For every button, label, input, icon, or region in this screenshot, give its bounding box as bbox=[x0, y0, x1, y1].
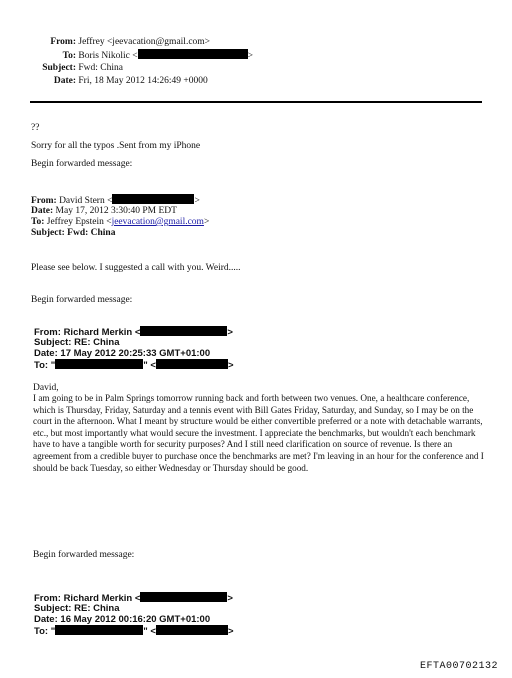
stern-from: From: David Stern < > bbox=[31, 196, 200, 206]
redaction-bar bbox=[138, 49, 248, 59]
stern-to: To: Jeffrey Epstein <jeevacation@gmail.com> bbox=[31, 217, 210, 227]
forwarded-label: Begin forwarded message: bbox=[31, 295, 133, 305]
question-marks: ?? bbox=[31, 123, 40, 133]
merkin2-from: From: Richard Merkin < > bbox=[34, 593, 233, 604]
merkin2-date: Date: 16 May 2012 00:16:20 GMT+01:00 bbox=[34, 614, 211, 625]
header-date: Date: Fri, 18 May 2012 14:26:49 +0000 bbox=[53, 76, 208, 86]
typos-note: Sorry for all the typos .Sent from my iPhone bbox=[31, 141, 201, 151]
merkin1-from: From: Richard Merkin < > bbox=[34, 327, 233, 338]
merkin2-to: To: " " < > bbox=[34, 626, 234, 637]
redaction-bar bbox=[112, 194, 194, 204]
redaction-bar bbox=[140, 592, 227, 602]
redaction-bar bbox=[55, 359, 143, 369]
stern-subject: Subject: Fwd: China bbox=[31, 228, 116, 238]
forwarded-label: Begin forwarded message: bbox=[31, 159, 133, 169]
header-divider bbox=[30, 101, 482, 103]
merkin2-subject: Subject: RE: China bbox=[34, 603, 120, 614]
redaction-bar bbox=[55, 625, 143, 635]
merkin1-body: I am going to be in Palm Springs tomorrow running back and forth between two venues. One, a healthcare conference, which is Thursday, Friday, Saturday and a tennis event with Bill Gates Friday, Saturday, and Sunday, so I may be on the court in the afternoon. What I meant by structure would be either convertible preferred or a note with detachable warrants, etc., but most importantly what would secure the investment. I appreciate the benchmarks, but wouldn't each benchmark have to have a tangible worth for security purposes? And I still need clarification on source of revenue. Is there an agreement from a credible buyer to purchase once the benchmarks are met? I'm leaving in an hour for the conference and I should be back Tuesday, so either Wednesday or Thursday should be good. bbox=[33, 393, 484, 473]
stern-date: Date: May 17, 2012 3:30:40 PM EDT bbox=[31, 206, 177, 216]
header-subject: Subject: Fwd: China bbox=[42, 63, 123, 73]
merkin1-subject: Subject: RE: China bbox=[34, 337, 120, 348]
header-to: To: Boris Nikolic < > bbox=[62, 51, 253, 61]
email-link[interactable]: jeevacation@gmail.com bbox=[111, 217, 204, 227]
redaction-bar bbox=[156, 359, 228, 369]
merkin1-greeting: David, bbox=[33, 383, 59, 393]
merkin1-date: Date: 17 May 2012 20:25:33 GMT+01:00 bbox=[34, 348, 211, 359]
bates-number: EFTA00702132 bbox=[419, 661, 498, 672]
merkin1-to: To: " " < > bbox=[34, 360, 234, 371]
redaction-bar bbox=[156, 625, 228, 635]
redaction-bar bbox=[140, 326, 227, 336]
stern-body: Please see below. I suggested a call with you. Weird..... bbox=[31, 263, 241, 273]
header-from: From: Jeffrey <jeevacation@gmail.com> bbox=[50, 37, 211, 47]
forwarded-label: Begin forwarded message: bbox=[33, 550, 135, 560]
